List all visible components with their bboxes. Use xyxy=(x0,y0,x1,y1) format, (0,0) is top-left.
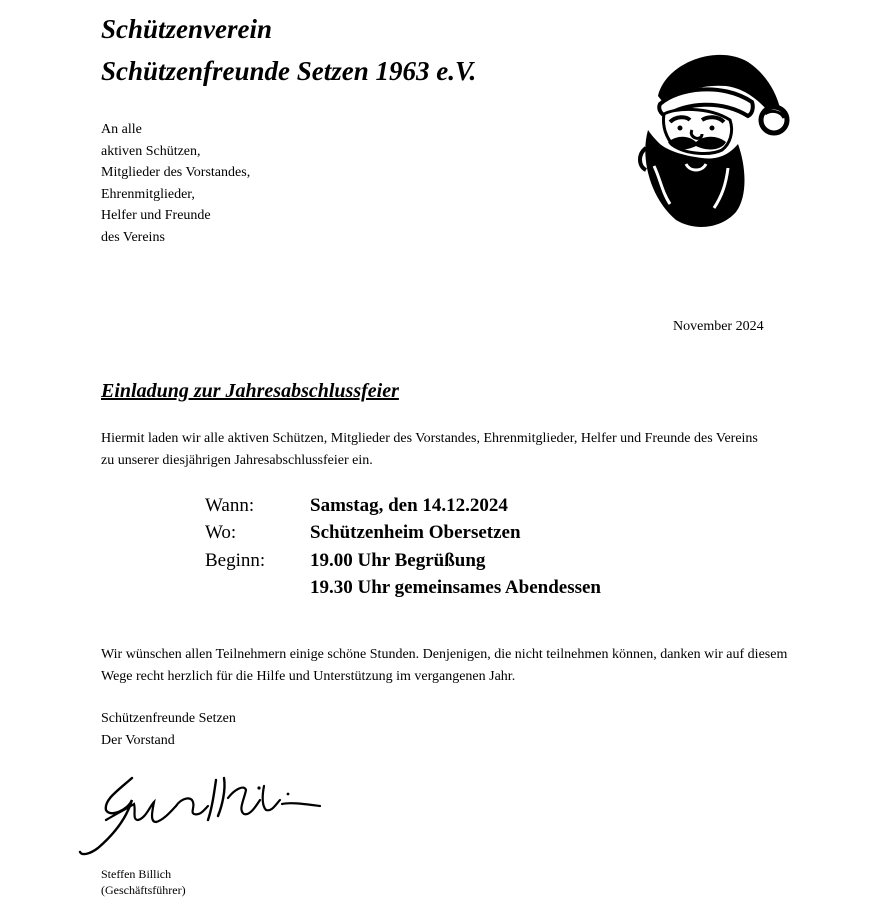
signer-role: (Geschäftsführer) xyxy=(101,883,186,897)
organization-title-line1: Schützenverein xyxy=(101,14,273,44)
handwritten-signature xyxy=(76,770,326,860)
closing-paragraph: Wir wünschen allen Teilnehmern einige schöne Stunden. Denjenigen, die nicht teilnehmen können, danken wir auf diesem Wege recht herzlich für die Hilfe und Unterstützung im vergangenen Jahr. xyxy=(101,647,788,684)
recipient-line: des Vereins xyxy=(101,229,165,245)
event-details xyxy=(205,492,601,601)
recipient-line: An alle xyxy=(101,122,142,137)
letter-date: November 2024 xyxy=(673,319,764,334)
detail-value: 19.00 Uhr Begrüßung xyxy=(310,549,486,571)
detail-label: Wann: xyxy=(205,495,255,516)
detail-row-location xyxy=(205,519,601,546)
signer-name: Steffen Billich xyxy=(101,867,172,881)
detail-label xyxy=(205,574,310,601)
recipient-address-block xyxy=(101,119,250,248)
detail-value: Schützenheim Obersetzen xyxy=(310,522,521,544)
detail-label: Wo: xyxy=(205,522,237,544)
detail-label: Beginn: xyxy=(205,549,266,571)
organization-title-line2: Schützenfreunde Setzen 1963 e.V. xyxy=(101,56,477,86)
recipient-line: Helfer und Freunde xyxy=(101,208,211,223)
recipient-line: Mitglieder des Vorstandes, xyxy=(101,165,251,180)
detail-row-start xyxy=(205,547,601,574)
signer-block xyxy=(101,866,186,898)
intro-paragraph: Hiermit laden wir alle aktiven Schützen, Mitglieder des Vorstandes, Ehrenmitglieder, Helfer und Freunde des Vereins zu unserer diesjährigen Jahresabschlussfeier ein. xyxy=(101,431,758,468)
signoff-line: Der Vorstand xyxy=(101,733,175,748)
recipient-line: Ehrenmitglieder, xyxy=(101,186,195,202)
recipient-line: aktiven Schützen, xyxy=(101,143,201,159)
letter-subject: Einladung zur Jahresabschlussfeier xyxy=(101,380,399,402)
signoff-line: Schützenfreunde Setzen xyxy=(101,711,236,726)
santa-claus-icon xyxy=(630,48,792,228)
detail-value: Samstag, den 14.12.2024 xyxy=(310,495,508,516)
detail-row-date xyxy=(205,492,601,519)
signoff-block xyxy=(101,708,236,752)
organization-title xyxy=(101,8,476,92)
detail-row-dinner xyxy=(205,574,601,601)
detail-value: 19.30 Uhr gemeinsames Abendessen xyxy=(310,576,601,598)
